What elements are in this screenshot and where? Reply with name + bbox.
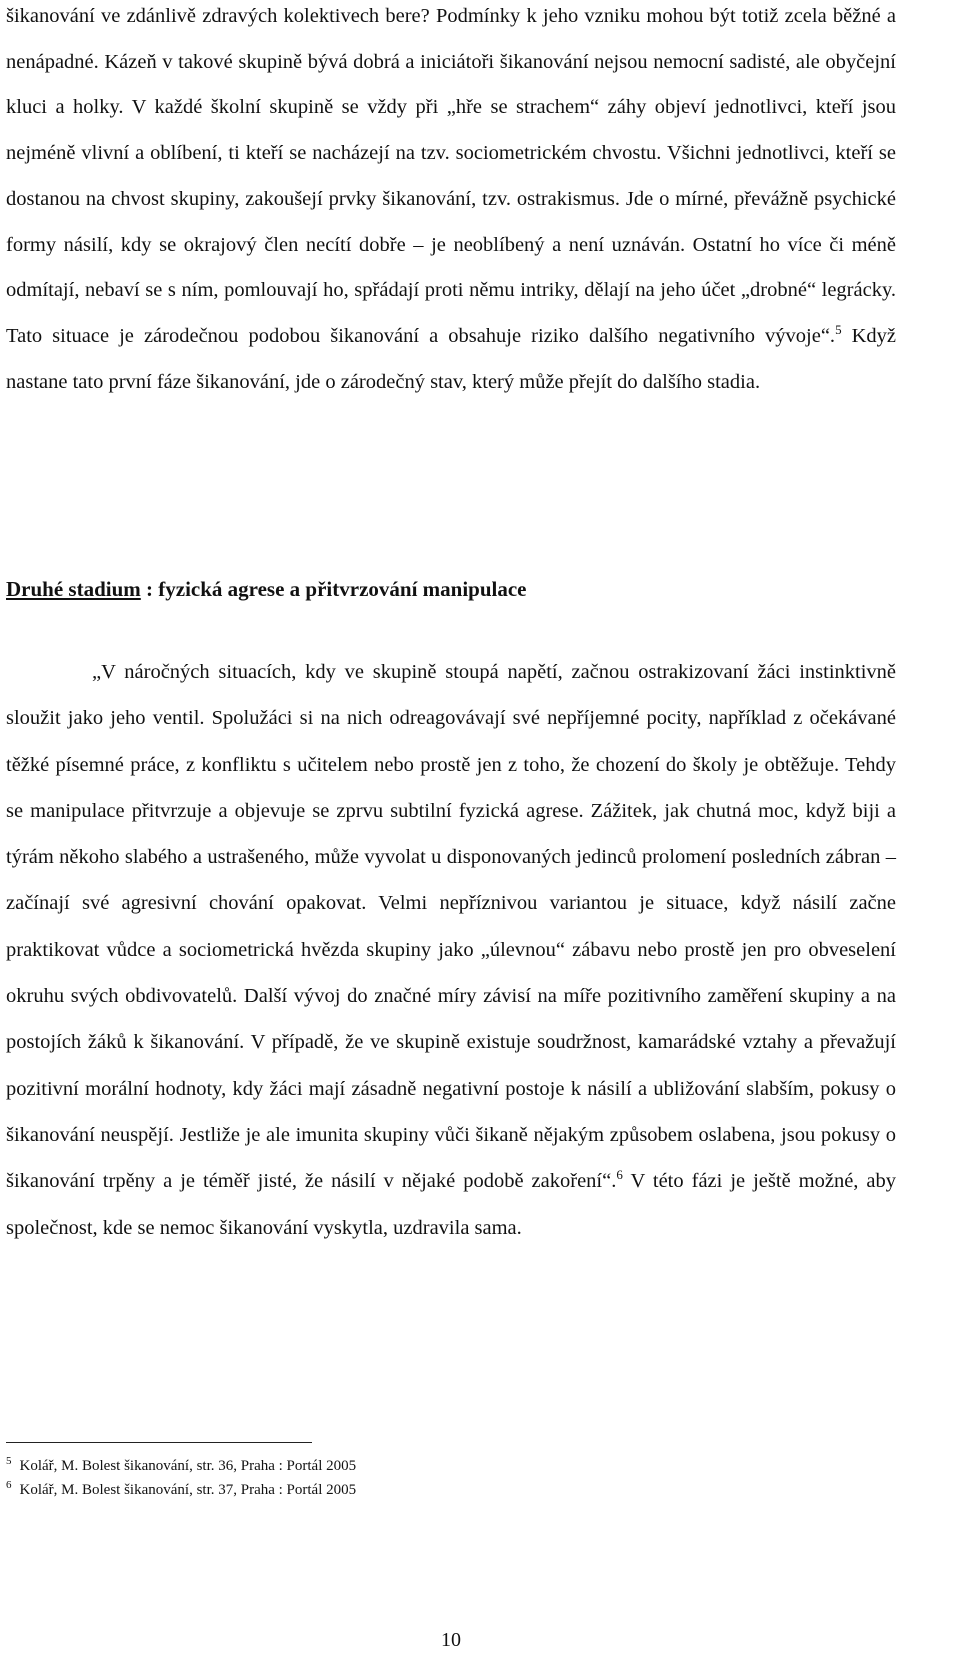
page-number: 10 xyxy=(441,1629,461,1651)
paragraph-2-text-b: V této fázi je ještě možné, aby společnost, kde se nemoc šikanování vyskytla, uzdravila sama. xyxy=(6,1170,896,1239)
body-paragraph-2 xyxy=(6,649,896,1251)
footnote-text: Kolář, M. Bolest šikanování, str. 37, Praha : Portál 2005 xyxy=(19,1482,357,1498)
footnote-number: 5 xyxy=(6,1455,12,1467)
footnote-number: 6 xyxy=(6,1479,12,1491)
footnote-text: Kolář, M. Bolest šikanování, str. 36, Praha : Portál 2005 xyxy=(19,1458,357,1474)
footnote-6 xyxy=(6,1478,356,1502)
paragraph-1-text-a: šikanování ve zdánlivě zdravých kolektivech bere? Podmínky k jeho vzniku mohou být totiž zcela běžné a nenápadné. Kázeň v takové skupině bývá dobrá a iniciátoři šikanování nejsou nemocní sadisté, ale obyčejní kluci a holky. V každé školní skupině se vždy při „hře se strachem“ záhy objeví jednotlivci, kteří jsou nejméně vlivní a oblíbení, ti kteří se nacházejí na tzv. sociometrickém chvostu. Všichni jednotlivci, kteří se dostanou na chvost skupiny, zakoušejí prvky šikanování, tzv. ostrakismus. Jde o mírné, převážně psychické formy násilí, kdy se okrajový člen necítí dobře – je neoblíbený a není uznáván. Ostatní ho více či méně odmítají, nebaví se s ním, pomlouvají ho, spřádají proti němu intriky, dělají na jeho účet „drobné“ legrácky. Tato situace je zárodečnou podobou šikanování a obsahuje riziko dalšího negativního vývoje“. xyxy=(6,5,896,347)
footnotes xyxy=(6,1454,356,1502)
section-heading xyxy=(6,572,527,606)
footnote-ref-6: 6 xyxy=(616,1167,623,1183)
footnote-5 xyxy=(6,1454,356,1478)
body-paragraph-1 xyxy=(6,0,896,405)
footnote-ref-5: 5 xyxy=(835,322,842,338)
section-heading-rest: : fyzická agrese a přitvrzování manipulace xyxy=(140,577,527,601)
paragraph-1-text-b: Když nastane tato první fáze šikanování, jde o zárodečný stav, který může přejít do dalšího stadia. xyxy=(6,324,896,393)
paragraph-2-text-a: „V náročných situacích, kdy ve skupině stoupá napětí, začnou ostrakizovaní žáci instinktivně sloužit jako jeho ventil. Spolužáci si na nich odreagovávají své nepříjemné pocity, například z očekávané těžké písemné práce, z konfliktu s učitelem nebo prostě jen z toho, že chození do školy je obtěžuje. Tehdy se manipulace přitvrzuje a objevuje se zprvu subtilní fyzická agrese. Zážitek, jak chutná moc, když biji a týrám někoho slabého a ustrašeného, může vyvolat u disponovaných jedinců prolomení posledních zábran – začínají své agresivní chování opakovat. Velmi nepříznivou variantou je situace, když násilí začne praktikovat vůdce a sociometrická hvězda skupiny jako „úlevnou“ zábavu nebo prostě jen pro obveselení okruhu svých obdivovatelů. Další vývoj do značné míry závisí na míře pozitivního zaměření skupiny a na postojích žáků k šikanování. V případě, že ve skupině existuje soudržnost, kamarádské vztahy a převažují pozitivní morální hodnoty, kdy žáci mají zásadně negativní postoje k násilí a ubližování slabším, pokusy o šikanování neuspějí. Jestliže je ale imunita skupiny vůči šikaně nějakým způsobem oslabena, jsou pokusy o šikanování trpěny a je téměř jisté, že násilí v nějaké podobě zakoření“. xyxy=(6,661,896,1193)
section-heading-underlined: Druhé stadium xyxy=(6,577,141,601)
footnote-separator xyxy=(6,1442,312,1443)
